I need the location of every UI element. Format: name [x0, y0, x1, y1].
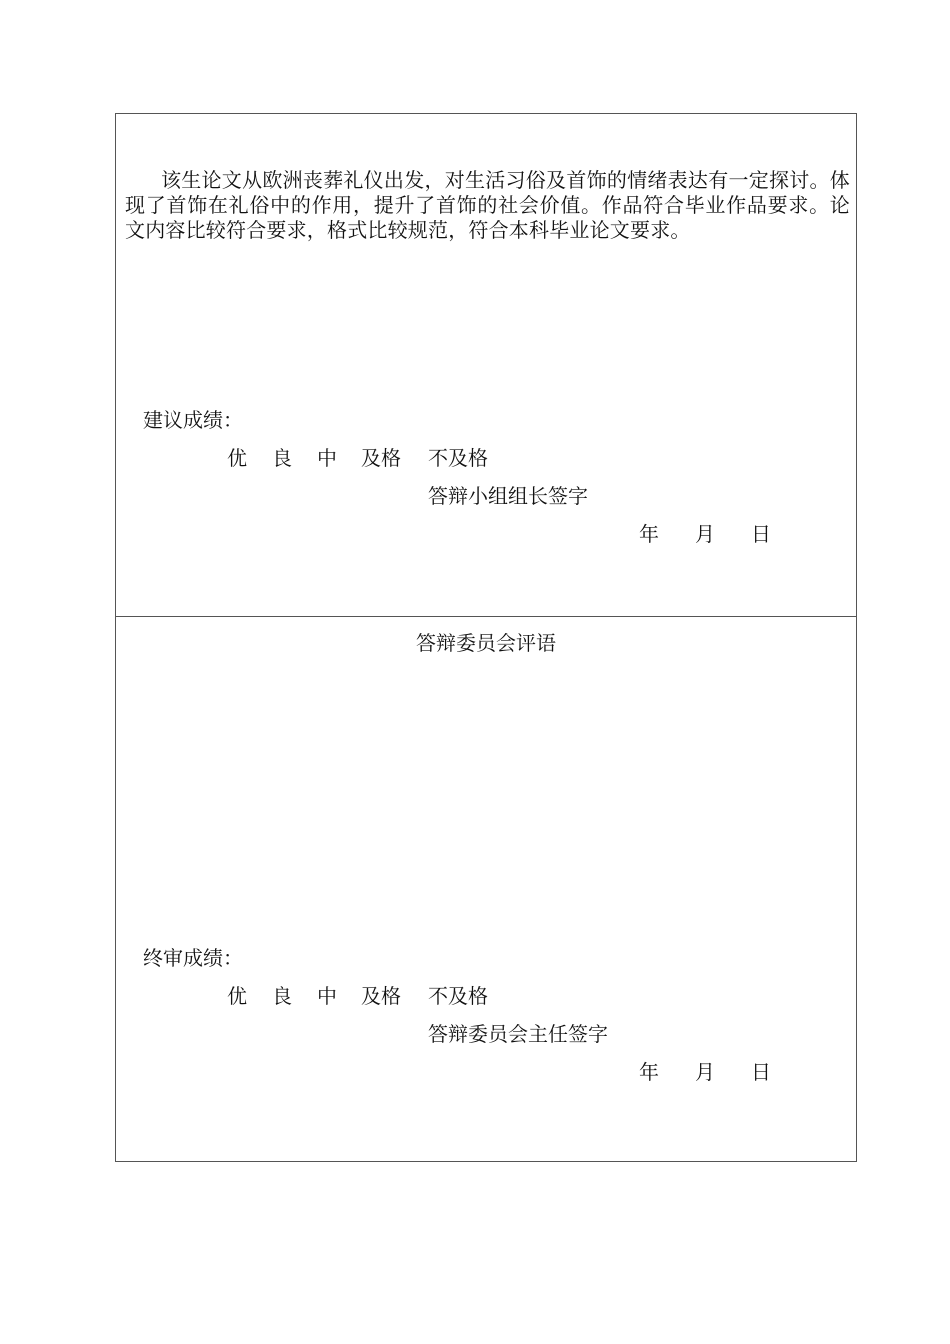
- date-day: 日: [751, 1060, 771, 1084]
- grade-option-pass: 及格: [361, 984, 401, 1008]
- suggested-grade-label: 建议成绩：: [143, 408, 243, 432]
- committee-section: [116, 617, 856, 1161]
- date-day: 日: [751, 522, 771, 546]
- grade-option-excellent: 优: [227, 446, 247, 470]
- grade-option-good: 良: [272, 446, 292, 470]
- comment-text: 该生论文从欧洲丧葬礼仪出发，对生活习俗及首饰的情绪表达有一定探讨。体现了首饰在礼俗中的作用，提升了首饰的社会价值。作品符合毕业作品要求。论文内容比较符合要求，格式比较规范，符合本科毕业论文要求。: [125, 168, 850, 242]
- defense-group-section: [116, 114, 856, 617]
- committee-chair-signature-label: 答辩委员会主任签字: [428, 1022, 608, 1046]
- grade-option-fail: 不及格: [428, 984, 488, 1008]
- committee-comments-title: 答辩委员会评语: [416, 631, 556, 655]
- date-year: 年: [639, 1060, 659, 1084]
- grade-option-medium: 中: [317, 984, 337, 1008]
- grade-option-fail: 不及格: [428, 446, 488, 470]
- grade-option-medium: 中: [317, 446, 337, 470]
- grade-option-good: 良: [272, 984, 292, 1008]
- date-year: 年: [639, 522, 659, 546]
- grade-option-excellent: 优: [227, 984, 247, 1008]
- date-month: 月: [695, 522, 715, 546]
- evaluation-form-table: [115, 113, 857, 1162]
- grade-option-pass: 及格: [361, 446, 401, 470]
- final-grade-label: 终审成绩：: [143, 946, 243, 970]
- date-month: 月: [695, 1060, 715, 1084]
- group-leader-signature-label: 答辩小组组长签字: [428, 484, 588, 508]
